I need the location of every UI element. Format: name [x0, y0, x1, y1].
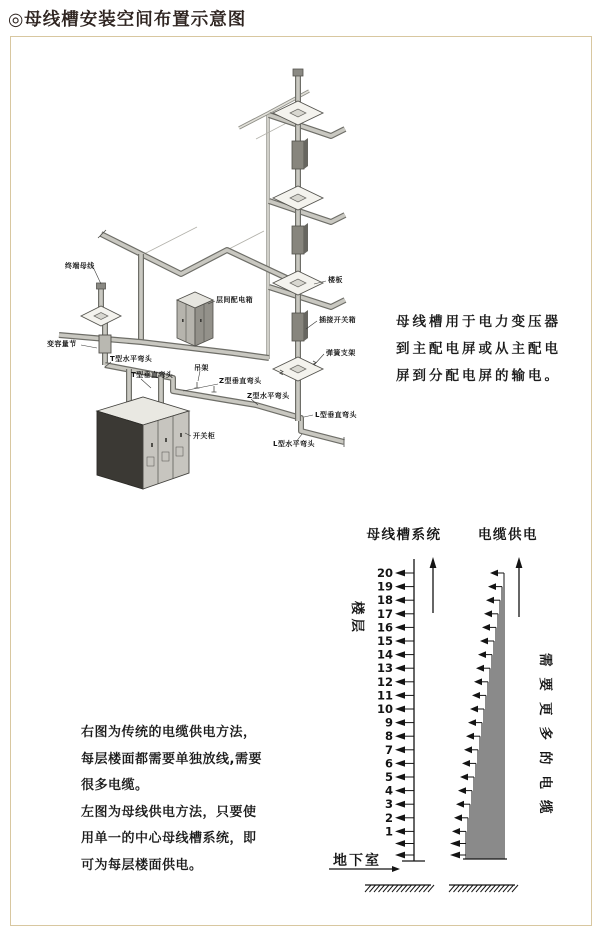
- label-terminal-bus: 终端母线: [65, 262, 95, 270]
- svg-text:14: 14: [376, 647, 393, 662]
- note-line: 左图为母线供电方法，只要使: [81, 804, 257, 820]
- construction-lines: [144, 91, 309, 359]
- riser-cap: [293, 69, 303, 76]
- basement-label: 地下室: [333, 853, 381, 869]
- plug-box: [292, 223, 308, 254]
- label-l-vertical-elbow: L型垂直弯头: [315, 411, 357, 419]
- svg-text:11: 11: [376, 688, 393, 703]
- svg-text:6: 6: [384, 756, 393, 771]
- label-t-horizontal-elbow: T型水平弯头: [110, 355, 153, 363]
- slab-terminal: [81, 306, 121, 326]
- svg-text:15: 15: [376, 634, 393, 648]
- svg-text:20: 20: [376, 566, 393, 580]
- note-line: 用单一的中心母线槽系统，即: [81, 831, 257, 846]
- svg-text:4: 4: [384, 783, 393, 798]
- cable-supply-header: 电缆供电: [478, 527, 538, 543]
- svg-text:12: 12: [376, 674, 393, 689]
- note-line: 很多电缆。: [81, 778, 149, 793]
- label-spring-support: 弹簧支架: [326, 349, 356, 357]
- label-switch-cabinet: 开关柜: [193, 432, 216, 440]
- slab: [273, 357, 323, 381]
- svg-text:5: 5: [384, 770, 393, 784]
- busway-isometric-diagram: [21, 56, 386, 506]
- svg-text:16: 16: [376, 620, 393, 635]
- comparison-chart: [326, 511, 581, 911]
- content-frame: [10, 36, 592, 926]
- cable-vs-busway-note: [81, 720, 346, 879]
- label-plug-switch-box: 插接开关箱: [319, 316, 356, 324]
- svg-text:9: 9: [384, 715, 393, 730]
- label-interfloor-box: 层间配电箱: [216, 296, 253, 304]
- svg-text:17: 17: [376, 606, 393, 621]
- label-t-vertical-elbow: T型垂直弯头: [131, 371, 174, 379]
- more-cables-label: 需要更多的电缆: [537, 653, 553, 825]
- floor-axis-label: 楼层: [349, 601, 365, 636]
- svg-text:8: 8: [384, 729, 393, 744]
- description-line: 母线槽用于电力变压器: [396, 314, 561, 330]
- svg-text:19: 19: [376, 579, 393, 594]
- busway-system-header: 母线槽系统: [366, 527, 442, 543]
- plug-box: [292, 310, 308, 341]
- svg-text:3: 3: [384, 797, 393, 812]
- svg-text:18: 18: [376, 593, 393, 608]
- label-z-vertical-elbow: Z型垂直弯头: [219, 377, 262, 385]
- label-floor-slab: 楼板: [328, 276, 343, 284]
- switch-cabinet: [97, 397, 189, 489]
- svg-text:2: 2: [384, 810, 393, 825]
- interfloor-distribution-box: [177, 292, 213, 346]
- label-capacity-section: 变容量节: [47, 340, 77, 348]
- label-z-horizontal-elbow: Z型水平弯头: [247, 392, 290, 400]
- svg-text:10: 10: [376, 702, 393, 716]
- busway-description: [396, 309, 591, 390]
- capacity-section-body: [99, 335, 111, 353]
- hangers: [195, 382, 217, 392]
- note-line: 可为每层楼面供电。: [81, 857, 203, 873]
- note-line: 每层楼面都需要单独放线,需要: [81, 751, 262, 767]
- svg-text:13: 13: [376, 661, 393, 676]
- description-line: 屏到分配电屏的输电。: [396, 368, 561, 384]
- svg-text:7: 7: [384, 742, 393, 757]
- svg-text:1: 1: [384, 824, 393, 839]
- busway-ducts: [59, 69, 345, 447]
- label-hanger: 吊架: [194, 364, 209, 372]
- label-l-horizontal-elbow: L型水平弯头: [273, 440, 315, 448]
- description-line: 到主配电屏或从主配电: [396, 341, 561, 357]
- page-title: ◎母线槽安装空间布置示意图: [8, 10, 247, 30]
- note-line: 右图为传统的电缆供电方法，: [81, 725, 257, 740]
- plug-box: [292, 138, 308, 169]
